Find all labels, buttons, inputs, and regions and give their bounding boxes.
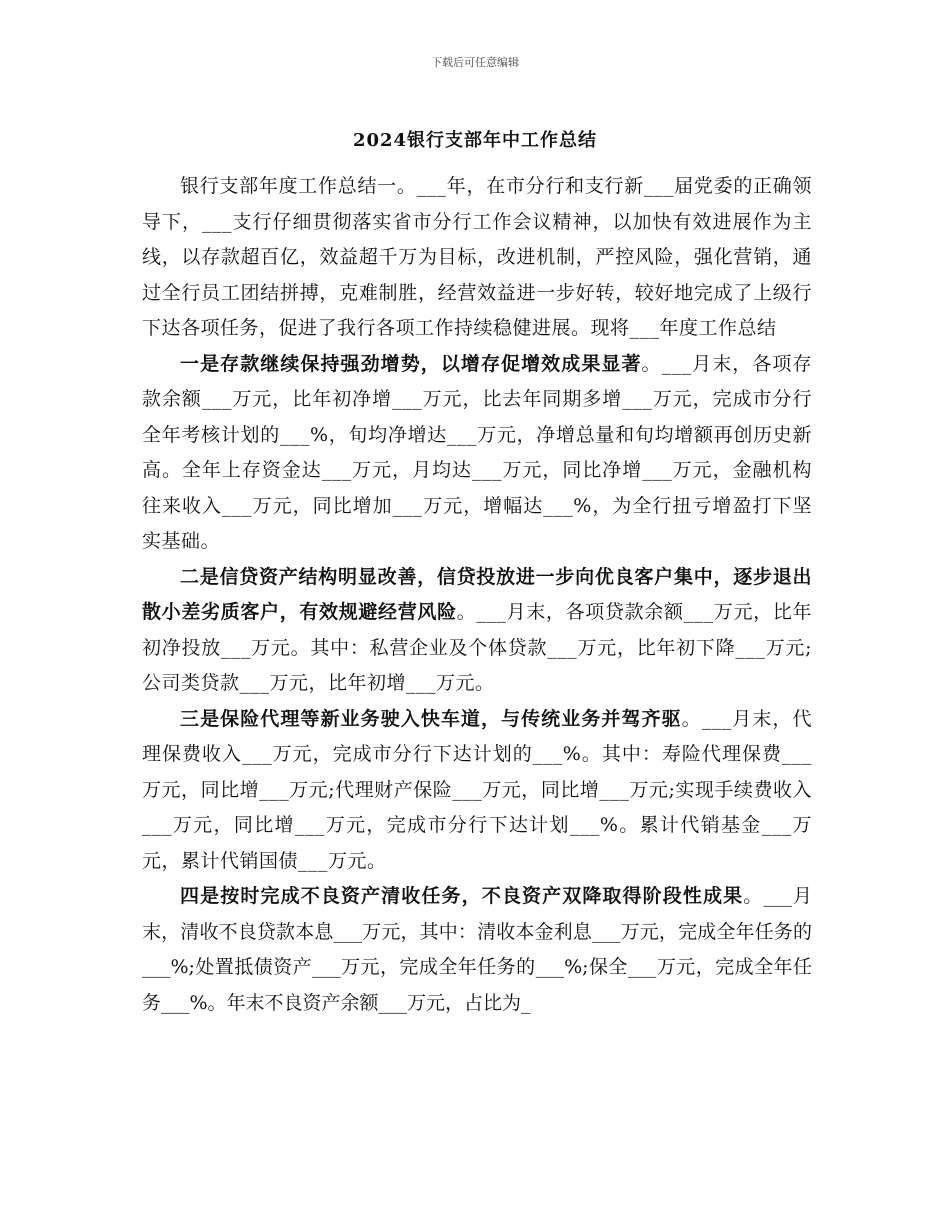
- page-header-note: 下载后可任意编辑: [431, 56, 519, 69]
- section-body: 。___月末，各项存款余额___万元，比年初净增___万元，比去年同期多增___万元，完成市分行全年考核计划的___%，旬均净增达___万元，净增总量和旬均增额再创历史新高。全年上存资金达___万元，月均达___万元，同比净增___万元，金融机构往来收入___万元，同比增加___万元，增幅达___%，为全行扭亏增盈打下坚实基础。: [142, 352, 812, 552]
- section-body: 。___月末，代理保费收入___万元，完成市分行下达计划的___%。其中：寿险代理保费___万元，同比增___万元;代理财产保险___万元，同比增___万元;实现手续费收入___万元，同比增___万元，完成市分行下达计划___%。累计代销基金___万元，累计代销国债___万元。: [142, 707, 812, 872]
- section-paragraph-4: [142, 879, 812, 1021]
- section-body: 。___月末，清收不良贷款本息___万元，其中：清收本金利息___万元，完成全年任务的___%;处置抵债资产___万元，完成全年任务的___%;保全___万元，完成全年任务___%。年末不良资产余额___万元，占比为_: [142, 885, 812, 1014]
- document-body: [142, 169, 812, 1021]
- section-paragraph-1: [142, 347, 812, 560]
- intro-paragraph: 银行支部年度工作总结一。___年，在市分行和支行新___届党委的正确领导下，___支行仔细贯彻落实省市分行工作会议精神，以加快有效进展作为主线，以存款超百亿，效益超千万为目标，改进机制，严控风险，强化营销，通过全行员工团结拼搏，克难制胜，经营效益进一步好转，较好地完成了上级行下达各项任务，促进了我行各项工作持续稳健进展。现将___年度工作总结: [142, 175, 812, 339]
- section-heading: 一是存款继续保持强劲增势，以增存促增效成果显著: [180, 352, 642, 375]
- section-paragraph-2: [142, 560, 812, 702]
- section-heading: 三是保险代理等新业务驶入快车道，与传统业务并驾齐驱: [180, 707, 682, 730]
- document-title: 2024银行支部年中工作总结: [352, 130, 598, 151]
- section-heading: 四是按时完成不良资产清收任务，不良资产双降取得阶段性成果: [180, 885, 744, 907]
- section-heading: 二是信贷资产结构明显改善，信贷投放进一步向优良客户集中，逐步退出散小差劣质客户，有效规避经营风险: [142, 565, 812, 623]
- section-paragraph-3: [142, 702, 812, 880]
- section-body: 。___月末，各项贷款余额___万元，比年初净投放___万元。其中：私营企业及个体贷款___万元，比年初下降___万元;公司类贷款___万元，比年初增___万元。: [142, 601, 812, 694]
